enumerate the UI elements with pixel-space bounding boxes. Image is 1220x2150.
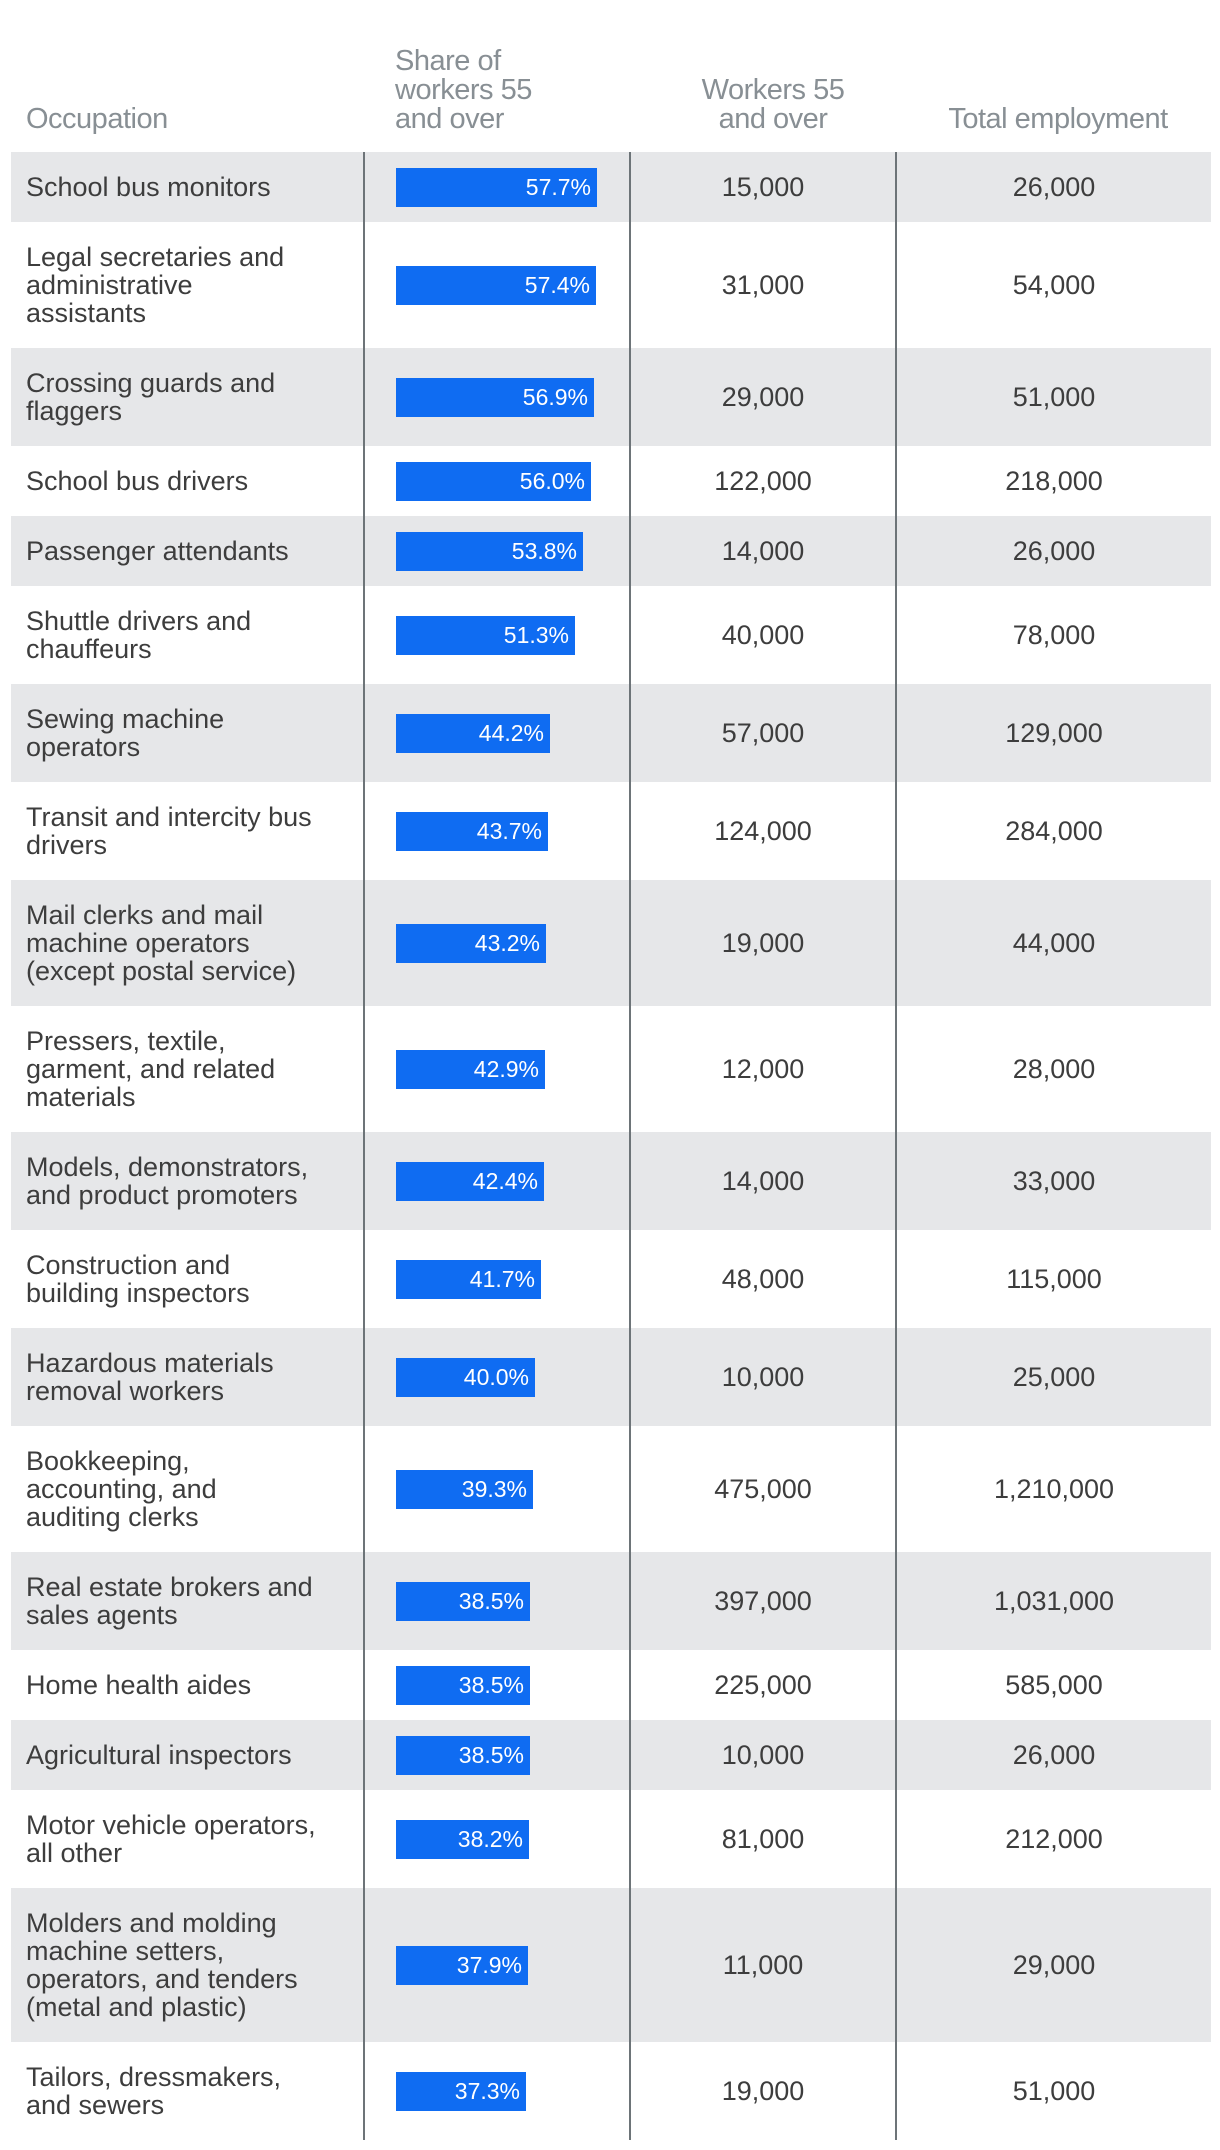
occupation-cell: [11, 1426, 363, 1552]
total-employment-cell: 1,031,000: [895, 1552, 1211, 1650]
occupation-label: [26, 173, 271, 201]
share-value-label: 38.5%: [458, 1587, 524, 1614]
share-cell: [363, 2042, 629, 2140]
occupation-cell: [11, 1132, 363, 1230]
occupation-label: [26, 1573, 313, 1629]
share-cell: [363, 1888, 629, 2042]
total-employment-cell: 26,000: [895, 152, 1211, 222]
occupation-line: and sewers: [26, 2090, 165, 2120]
share-value-label: 37.3%: [454, 2077, 520, 2104]
workers-55-and-over-cell: 124,000: [629, 782, 895, 880]
table-row: [11, 1006, 1211, 1132]
occupation-line: sales agents: [26, 1600, 178, 1630]
occupation-cell: [11, 446, 363, 516]
workers-55-and-over-cell: 40,000: [629, 586, 895, 684]
occupation-label: [26, 1349, 274, 1405]
share-bar: [396, 714, 550, 753]
occupation-cell: [11, 586, 363, 684]
table-row: [11, 152, 1211, 222]
occupation-line: operators, and tenders: [26, 1964, 298, 1994]
share-value-label: 43.7%: [476, 817, 542, 844]
share-cell: [363, 1006, 629, 1132]
share-bar: [396, 1358, 535, 1397]
share-cell: [363, 1790, 629, 1888]
total-employment-cell: 26,000: [895, 516, 1211, 586]
share-cell: [363, 1720, 629, 1790]
total-employment-cell: 29,000: [895, 1888, 1211, 2042]
table-row: [11, 1888, 1211, 2042]
share-cell: [363, 348, 629, 446]
occupation-line: Motor vehicle operators,: [26, 1810, 316, 1840]
workers-55-and-over-cell: 81,000: [629, 1790, 895, 1888]
share-value-label: 41.7%: [469, 1265, 535, 1292]
occupation-line: accounting, and: [26, 1474, 217, 1504]
occupation-cell: [11, 1650, 363, 1720]
header-share-of-workers-55-and-over: [395, 47, 595, 134]
table-row: [11, 1132, 1211, 1230]
occupation-label: [26, 1027, 275, 1111]
occupation-line: flaggers: [26, 396, 123, 426]
share-cell: [363, 1132, 629, 1230]
header-occupation: Occupation: [26, 103, 168, 135]
occupation-line: building inspectors: [26, 1278, 250, 1308]
total-employment-cell: 78,000: [895, 586, 1211, 684]
table-row: [11, 1790, 1211, 1888]
share-bar: [396, 2072, 526, 2111]
occupation-cell: [11, 782, 363, 880]
share-cell: [363, 1426, 629, 1552]
share-value-label: 42.9%: [473, 1055, 539, 1082]
header-workers-line-2: and over: [718, 103, 828, 135]
occupation-line: Passenger attendants: [26, 536, 289, 566]
table-row: [11, 1230, 1211, 1328]
share-bar: [396, 532, 583, 571]
occupation-line: Mail clerks and mail: [26, 900, 264, 930]
occupation-line: machine operators: [26, 928, 250, 958]
occupation-line: Models, demonstrators,: [26, 1152, 309, 1182]
share-value-label: 44.2%: [478, 719, 544, 746]
occupation-label: [26, 1671, 251, 1699]
occupation-line: garment, and related: [26, 1054, 276, 1084]
total-employment-cell: 25,000: [895, 1328, 1211, 1426]
share-cell: [363, 446, 629, 516]
occupation-cell: [11, 1790, 363, 1888]
workers-55-and-over-cell: 14,000: [629, 516, 895, 586]
occupation-cell: [11, 1720, 363, 1790]
occupation-line: (metal and plastic): [26, 1992, 247, 2022]
table-row: [11, 222, 1211, 348]
share-value-label: 43.2%: [474, 929, 540, 956]
table-row: [11, 1720, 1211, 1790]
occupation-line: removal workers: [26, 1376, 225, 1406]
occupation-line: Molders and molding: [26, 1908, 277, 1938]
table-row: [11, 684, 1211, 782]
occupation-cell: [11, 152, 363, 222]
share-cell: [363, 1230, 629, 1328]
share-bar: [396, 1050, 545, 1089]
workers-55-and-over-cell: 12,000: [629, 1006, 895, 1132]
workers-55-and-over-cell: 48,000: [629, 1230, 895, 1328]
workers-55-and-over-cell: 10,000: [629, 1720, 895, 1790]
occupation-label: [26, 1811, 316, 1867]
occupation-label: [26, 607, 251, 663]
occupation-line: Shuttle drivers and: [26, 606, 252, 636]
occupation-cell: [11, 348, 363, 446]
occupation-label: [26, 1447, 217, 1531]
occupation-cell: [11, 516, 363, 586]
workers-55-and-over-cell: 10,000: [629, 1328, 895, 1426]
header-workers-55-and-over: [641, 76, 905, 134]
total-employment-cell: 51,000: [895, 348, 1211, 446]
occupation-line: Bookkeeping,: [26, 1446, 190, 1476]
share-value-label: 56.0%: [519, 467, 585, 494]
share-bar: [396, 1666, 530, 1705]
share-bar: [396, 168, 597, 207]
occupation-line: Legal secretaries and: [26, 242, 285, 272]
table-row: [11, 446, 1211, 516]
occupation-line: Crossing guards and: [26, 368, 276, 398]
share-value-label: 42.4%: [472, 1167, 538, 1194]
share-cell: [363, 684, 629, 782]
share-value-label: 53.8%: [511, 537, 577, 564]
table-row: [11, 880, 1211, 1006]
occupation-line: operators: [26, 732, 141, 762]
share-cell: [363, 880, 629, 1006]
share-cell: [363, 516, 629, 586]
share-cell: [363, 152, 629, 222]
occupation-line: Agricultural inspectors: [26, 1740, 292, 1770]
share-bar: [396, 616, 575, 655]
table-row: [11, 782, 1211, 880]
total-employment-cell: 284,000: [895, 782, 1211, 880]
share-bar: [396, 1260, 541, 1299]
occupation-label: [26, 1251, 250, 1307]
workers-55-and-over-cell: 11,000: [629, 1888, 895, 2042]
total-employment-cell: 54,000: [895, 222, 1211, 348]
share-bar: [396, 1582, 530, 1621]
occupation-line: Pressers, textile,: [26, 1026, 226, 1056]
share-bar: [396, 1162, 544, 1201]
table-row: [11, 1650, 1211, 1720]
occupation-label: [26, 243, 284, 327]
occupation-line: Sewing machine: [26, 704, 225, 734]
workers-55-and-over-cell: 19,000: [629, 2042, 895, 2140]
workers-55-and-over-cell: 397,000: [629, 1552, 895, 1650]
share-bar: [396, 266, 596, 305]
share-bar: [396, 462, 591, 501]
occupation-line: machine setters,: [26, 1936, 225, 1966]
occupation-line: School bus drivers: [26, 466, 249, 496]
table-row: [11, 516, 1211, 586]
total-employment-cell: 129,000: [895, 684, 1211, 782]
share-value-label: 37.9%: [456, 1951, 522, 1978]
workers-55-and-over-cell: 15,000: [629, 152, 895, 222]
total-employment-cell: 1,210,000: [895, 1426, 1211, 1552]
occupation-cell: [11, 1552, 363, 1650]
share-bar: [396, 1736, 530, 1775]
workers-55-and-over-cell: 31,000: [629, 222, 895, 348]
total-employment-cell: 115,000: [895, 1230, 1211, 1328]
share-cell: [363, 586, 629, 684]
table-row: [11, 1552, 1211, 1650]
occupation-line: Tailors, dressmakers,: [26, 2062, 282, 2092]
workers-55-and-over-cell: 57,000: [629, 684, 895, 782]
occupation-line: Transit and intercity bus: [26, 802, 312, 832]
occupation-label: [26, 1741, 292, 1769]
share-cell: [363, 222, 629, 348]
share-value-label: 40.0%: [463, 1363, 529, 1390]
table-row: [11, 586, 1211, 684]
occupation-line: Real estate brokers and: [26, 1572, 313, 1602]
share-bar: [396, 812, 548, 851]
occupation-label: [26, 537, 289, 565]
occupation-label: [26, 1153, 308, 1209]
share-bar: [396, 1946, 528, 1985]
total-employment-cell: 26,000: [895, 1720, 1211, 1790]
workers-55-and-over-cell: 29,000: [629, 348, 895, 446]
occupation-label: [26, 1909, 298, 2021]
share-cell: [363, 1328, 629, 1426]
share-value-label: 56.9%: [522, 383, 588, 410]
header-share-line-2: workers 55: [395, 74, 532, 106]
occupation-line: all other: [26, 1838, 123, 1868]
occupation-label: [26, 2063, 281, 2119]
workers-55-and-over-cell: 14,000: [629, 1132, 895, 1230]
occupation-line: auditing clerks: [26, 1502, 199, 1532]
share-value-label: 38.2%: [457, 1825, 523, 1852]
share-value-label: 38.5%: [458, 1671, 524, 1698]
occupation-line: (except postal service): [26, 956, 297, 986]
occupation-cell: [11, 1230, 363, 1328]
occupation-line: School bus monitors: [26, 172, 271, 202]
share-bar: [396, 378, 594, 417]
share-bar: [396, 1470, 533, 1509]
occupation-cell: [11, 222, 363, 348]
occupation-label: [26, 705, 224, 761]
share-value-label: 39.3%: [461, 1475, 527, 1502]
table-row: [11, 1328, 1211, 1426]
occupation-label: [26, 467, 248, 495]
table-row: [11, 1426, 1211, 1552]
total-employment-cell: 212,000: [895, 1790, 1211, 1888]
occupation-cell: [11, 1328, 363, 1426]
occupation-label: [26, 369, 275, 425]
occupation-cell: [11, 2042, 363, 2140]
occupation-line: Home health aides: [26, 1670, 252, 1700]
share-bar: [396, 924, 546, 963]
occupation-label: [26, 803, 312, 859]
occupation-line: chauffeurs: [26, 634, 152, 664]
table-row: [11, 2042, 1211, 2140]
header-share-line-3: and over: [395, 103, 504, 135]
occupation-cell: [11, 1888, 363, 2042]
table-header: [11, 0, 1211, 150]
share-value-label: 57.4%: [524, 271, 590, 298]
share-value-label: 57.7%: [525, 173, 591, 200]
occupation-cell: [11, 1006, 363, 1132]
occupation-line: Hazardous materials: [26, 1348, 274, 1378]
occupation-line: Construction and: [26, 1250, 231, 1280]
share-value-label: 38.5%: [458, 1741, 524, 1768]
occupation-line: administrative: [26, 270, 193, 300]
occupation-cell: [11, 684, 363, 782]
share-cell: [363, 1552, 629, 1650]
occupation-line: drivers: [26, 830, 108, 860]
occupation-table: [11, 0, 1211, 2120]
workers-55-and-over-cell: 122,000: [629, 446, 895, 516]
table-row: [11, 348, 1211, 446]
share-value-label: 51.3%: [503, 621, 569, 648]
header-total-employment: Total employment: [948, 103, 1168, 135]
share-bar: [396, 1820, 529, 1859]
header-workers-line-1: Workers 55: [701, 74, 845, 106]
occupation-cell: [11, 880, 363, 1006]
occupation-label: [26, 901, 296, 985]
share-cell: [363, 1650, 629, 1720]
total-employment-cell: 218,000: [895, 446, 1211, 516]
workers-55-and-over-cell: 475,000: [629, 1426, 895, 1552]
total-employment-cell: 44,000: [895, 880, 1211, 1006]
occupation-line: assistants: [26, 298, 147, 328]
total-employment-cell: 51,000: [895, 2042, 1211, 2140]
total-employment-cell: 33,000: [895, 1132, 1211, 1230]
header-share-line-1: Share of: [395, 45, 501, 77]
workers-55-and-over-cell: 19,000: [629, 880, 895, 1006]
workers-55-and-over-cell: 225,000: [629, 1650, 895, 1720]
occupation-line: and product promoters: [26, 1180, 298, 1210]
occupation-line: materials: [26, 1082, 136, 1112]
share-cell: [363, 782, 629, 880]
total-employment-cell: 28,000: [895, 1006, 1211, 1132]
total-employment-cell: 585,000: [895, 1650, 1211, 1720]
